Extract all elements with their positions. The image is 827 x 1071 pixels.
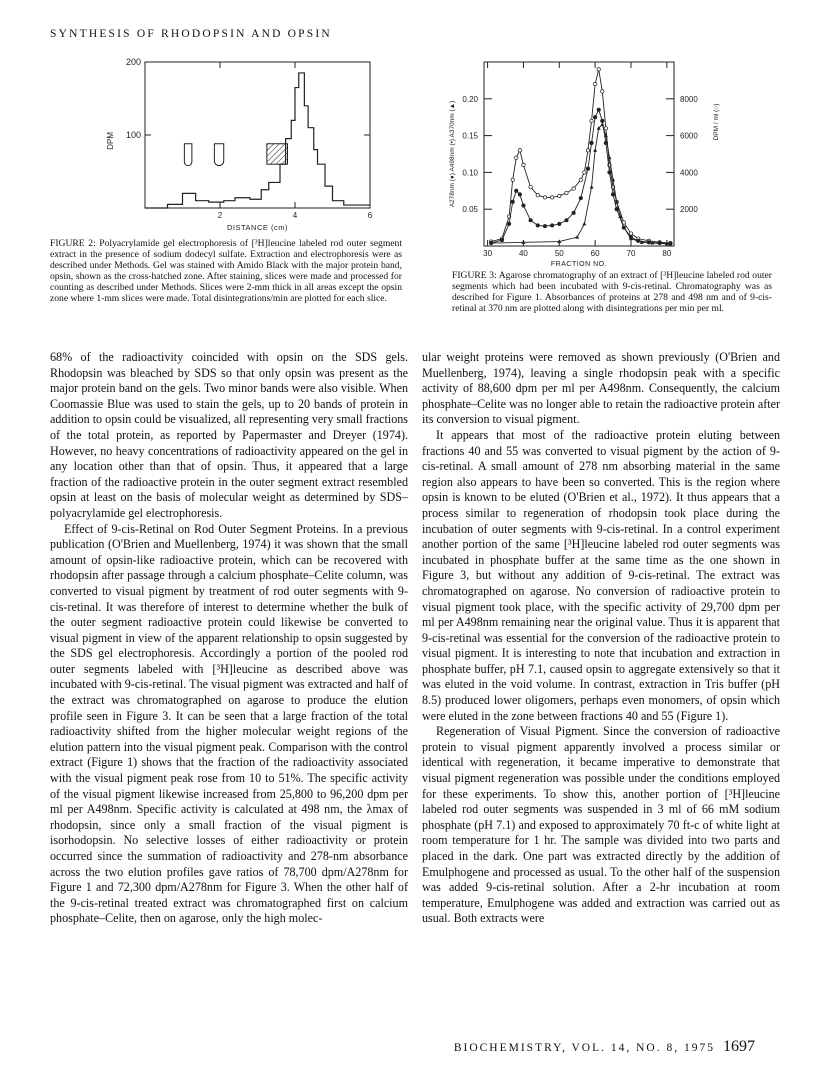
stained-band: [214, 144, 223, 166]
y-tick-label: 0.10: [462, 168, 478, 178]
paragraph: Effect of 9-cis-Retinal on Rod Outer Segment Proteins. In a previous publication (O'Brien and Muellenberg, 1974) it was shown that the small amount of opsin-like radioactive protein, which can be recovered with rhodopsin after passage through a calcium phosphate–Celite column, was converted to visual pigment by treatment of rod outer segments with 9-cis-retinal. It was therefore of interest to determine whether the bulk of the outer segment radioactive protein could likewise be converted to visual pigment in view of the apparent relationship to opsin suggested by the SDS gel electrophoresis. Accordingly a portion of the pooled rod outer segments labeled with [³H]leucine as described above was incubated with 9-cis-retinal. The visual pigment was extracted and half of the extract was chromatographed on agarose to produce the elution profile seen in Figure 3. It can be seen that a large fraction of the total radioactivity shifted from the higher molecular weight regions of the elution pattern into the visual pigment peak. Comparison with the control extract (Figure 1) shows that the fraction of the radioactivity associated with the visual pigment peak rose from 10 to 51%. The specific activity of the visual pigment likewise increased from 25,800 to 96,200 dpm per ml per A498nm. Specific activity is calculated at 498 nm, the λmax of rhodopsin, since only a small fraction of the visual pigment is isorhodopsin. No selective losses of either radioactivity or protein occurred since the summation of radioactivity and 278-nm absorbance across the two elution profiles gave ratios of 78,700 dpm/A278nm for Figure 1 and 72,300 dpm/A278nm for Figure 3. When the other half of the 9-cis-retinal treated extract was chromatographed first on calcium phosphate–Celite, then on agarose, only the high molec-: [50, 521, 408, 926]
data-point: [507, 222, 510, 225]
data-point: [586, 149, 589, 152]
plot-frame: [484, 62, 674, 246]
data-point: [593, 148, 597, 152]
plot-frame: [145, 62, 370, 208]
x-tick-label: 6: [367, 211, 373, 220]
data-point: [565, 219, 568, 222]
opsin-zone: [267, 144, 288, 164]
paragraph: It appears that most of the radioactive protein eluting between fractions 40 and 55 was converted to visual pigment by the action of 9-cis-retinal. A small amount of 278 nm absorbing material in the same region also appears to have been so converted. This is the region where opsin is known to be eluted (O'Brien et al., 1972). It thus appears that a process similar to regeneration of rhodopsin took place during the incubation of outer segments with 9-cis-retinal. In a control experiment another portion of the same [³H]leucine labeled rod outer segments was incubated in phosphate buffer at the same time as the one shown in Figure 3, but without any addition of 9-cis-retinal. The extract was chromatographed on agarose. No conversion of radioactive protein to visual pigment took place, with the specific activity of 29,700 dpm per ml per A498nm remaining near the original value. Thus it is apparent that 9-cis-retinal was essential for the conversion of the radioactive protein to visual pigment. It is interesting to note that incubation and extraction in phosphate buffer, pH 7.1, caused opsin to aggregate extensively so that it was eluted in the void volume. In contrast, extraction in Tris buffer (pH 8.5) produced lower oligomers, perhaps even monomers, of opsin which were eluted in the zone between fractions 40 and 55 (Figure 1).: [422, 427, 780, 723]
x-axis-label: FRACTION NO.: [550, 261, 608, 268]
y-tick-label: 0.05: [462, 205, 478, 215]
data-point: [550, 196, 553, 199]
y-tick-label: 0.15: [462, 131, 478, 141]
data-point: [590, 141, 593, 144]
y-tick-label: 100: [125, 130, 141, 140]
data-point: [593, 116, 596, 119]
running-head: SYNTHESIS OF RHODOPSIN AND OPSIN: [50, 28, 332, 40]
series-line: [491, 110, 670, 244]
y-tick-label-right: 6000: [680, 131, 698, 141]
data-point: [515, 156, 518, 159]
data-point: [583, 171, 586, 174]
y-tick-label: 0.20: [462, 94, 478, 104]
data-point: [522, 204, 525, 207]
data-point: [597, 108, 600, 111]
data-point: [586, 167, 589, 170]
data-point: [597, 68, 600, 71]
figure-2-chart: [90, 50, 390, 235]
data-point: [522, 163, 525, 166]
y-axis-label: DPM: [106, 131, 115, 150]
x-tick-label: 70: [626, 249, 636, 258]
data-point: [601, 90, 604, 93]
data-point: [669, 242, 672, 245]
data-point: [515, 189, 518, 192]
data-point: [600, 122, 604, 126]
data-point: [590, 185, 594, 189]
x-tick-label: 40: [518, 249, 528, 258]
data-point: [550, 224, 553, 227]
data-point: [572, 187, 575, 190]
body-column-right: [422, 350, 780, 927]
data-point: [593, 82, 596, 85]
data-point: [511, 178, 514, 181]
data-point: [579, 178, 582, 181]
data-point: [529, 219, 532, 222]
body-column-left: [50, 350, 408, 927]
x-axis-label: DISTANCE (cm): [227, 223, 288, 232]
figure-3-chart: [442, 50, 752, 268]
stained-band: [184, 144, 192, 166]
x-tick-label: 80: [662, 249, 672, 258]
data-point: [608, 171, 611, 174]
data-point: [572, 211, 575, 214]
figure-2-caption: FIGURE 2: Polyacrylamide gel electrophoresis of [³H]leucine labeled rod outer segment extract in the presence of sodium dodecyl sulfate. Extraction and electrophoresis were as described under Methods. Gel was stained with Amido Black with the major protein band, opsin, shown as the cross-hatched zone. After staining, slices were made and processed for counting as described under Methods. Slices were 2-mm thick in all areas except the opsin zone where 1-mm slices were made. Total disintegrations/min are plotted for each slice.: [50, 238, 402, 304]
y-axis-label-left: A278nm (●) A498nm (•) A370nm (▲): [449, 100, 456, 208]
y-tick-label-right: 2000: [680, 205, 698, 215]
page-footer: [454, 1038, 755, 1056]
data-point: [611, 193, 614, 196]
x-tick-label: 30: [483, 249, 493, 258]
data-point: [511, 200, 514, 203]
data-point: [529, 185, 532, 188]
y-tick-label-right: 8000: [680, 94, 698, 104]
data-point: [543, 196, 546, 199]
data-point: [579, 196, 582, 199]
journal-citation: BIOCHEMISTRY, VOL. 14, NO. 8, 1975: [453, 1042, 715, 1054]
data-point: [518, 193, 521, 196]
x-tick-label: 4: [292, 211, 298, 220]
data-point: [536, 194, 539, 197]
paragraph: Regeneration of Visual Pigment. Since the conversion of radioactive protein to visual pigment apparently involved a process similar or identical with regeneration, it became imperative to demonstrate that visual pigment regeneration was possible under the conditions employed for these experiments. To show this, another portion of [³H]leucine labeled rod outer segments was suspended in 3 ml of 66 mM sodium phosphate (pH 7.1) and exposed to approximately 70 ft-c of white light at room temperature for 1 hr. The sample was divided into two parts and placed in the dark. One part was extracted directly by the addition of Emulphogene and processed as usual. To the other half of the suspension was added 9-cis-retinal solution. After a 2-hr incubation at room temperature, Emulphogene was added and extraction was carried out as usual. Both extracts were: [422, 724, 780, 926]
data-point: [565, 191, 568, 194]
data-point: [601, 119, 604, 122]
x-tick-label: 2: [217, 211, 223, 220]
series-line: [491, 69, 670, 243]
page-number: 1697: [723, 1038, 755, 1055]
paragraph: ular weight proteins were removed as shown previously (O'Brien and Muellenberg, 1974), leaving a single rhodopsin peak with a specific activity of 88,600 dpm per ml per A498nm. Consequently, the calcium phosphate–Celite was no longer able to retain the radioactive protein after its conversion to visual pigment.: [422, 350, 780, 427]
y-axis-label-right: DPM / ml (○): [713, 103, 720, 141]
data-point: [629, 232, 632, 235]
data-point: [536, 224, 539, 227]
data-point: [558, 222, 561, 225]
data-point: [590, 119, 593, 122]
data-point: [558, 194, 561, 197]
figure-3-caption: FIGURE 3: Agarose chromatography of an extract of [³H]leucine labeled rod outer segments which had been incubated with 9-cis-retinal. Chromatography was as described for Figure 1. Absorbances of proteins at 278 and 498 nm and of 9-cis-retinal at 370 nm are plotted along with disintegrations per min per ml.: [452, 270, 772, 314]
paragraph: 68% of the radioactivity coincided with opsin on the SDS gels. Rhodopsin was bleached by SDS so that only opsin was present as the major protein band on the gels. Two minor bands were also visible. When Coomassie Blue was used to stain the gels, up to 20 bands of protein in addition to opsin could be visualized, all representing very small fractions of the total protein, as reported by Papermaster and Dreyer (1974). However, no heavy concentrations of radioactivity appeared on the gel in any location other than that of opsin. Thus, it appeared that a large fraction of the radioactive protein in the outer segment extract resembled opsin at least on the basis of molecular weight as determined by SDS–polyacrylamide gel electrophoresis.: [50, 350, 408, 520]
x-tick-label: 60: [590, 249, 600, 258]
y-tick-label-right: 4000: [680, 168, 698, 178]
data-point: [582, 222, 586, 226]
data-point: [500, 238, 503, 241]
dpm-step-profile: [145, 73, 370, 208]
y-tick-label: 200: [125, 57, 141, 67]
data-point: [604, 127, 607, 130]
data-point: [518, 149, 521, 152]
x-tick-label: 50: [554, 249, 564, 258]
series-line: [491, 125, 667, 244]
data-point: [543, 224, 546, 227]
